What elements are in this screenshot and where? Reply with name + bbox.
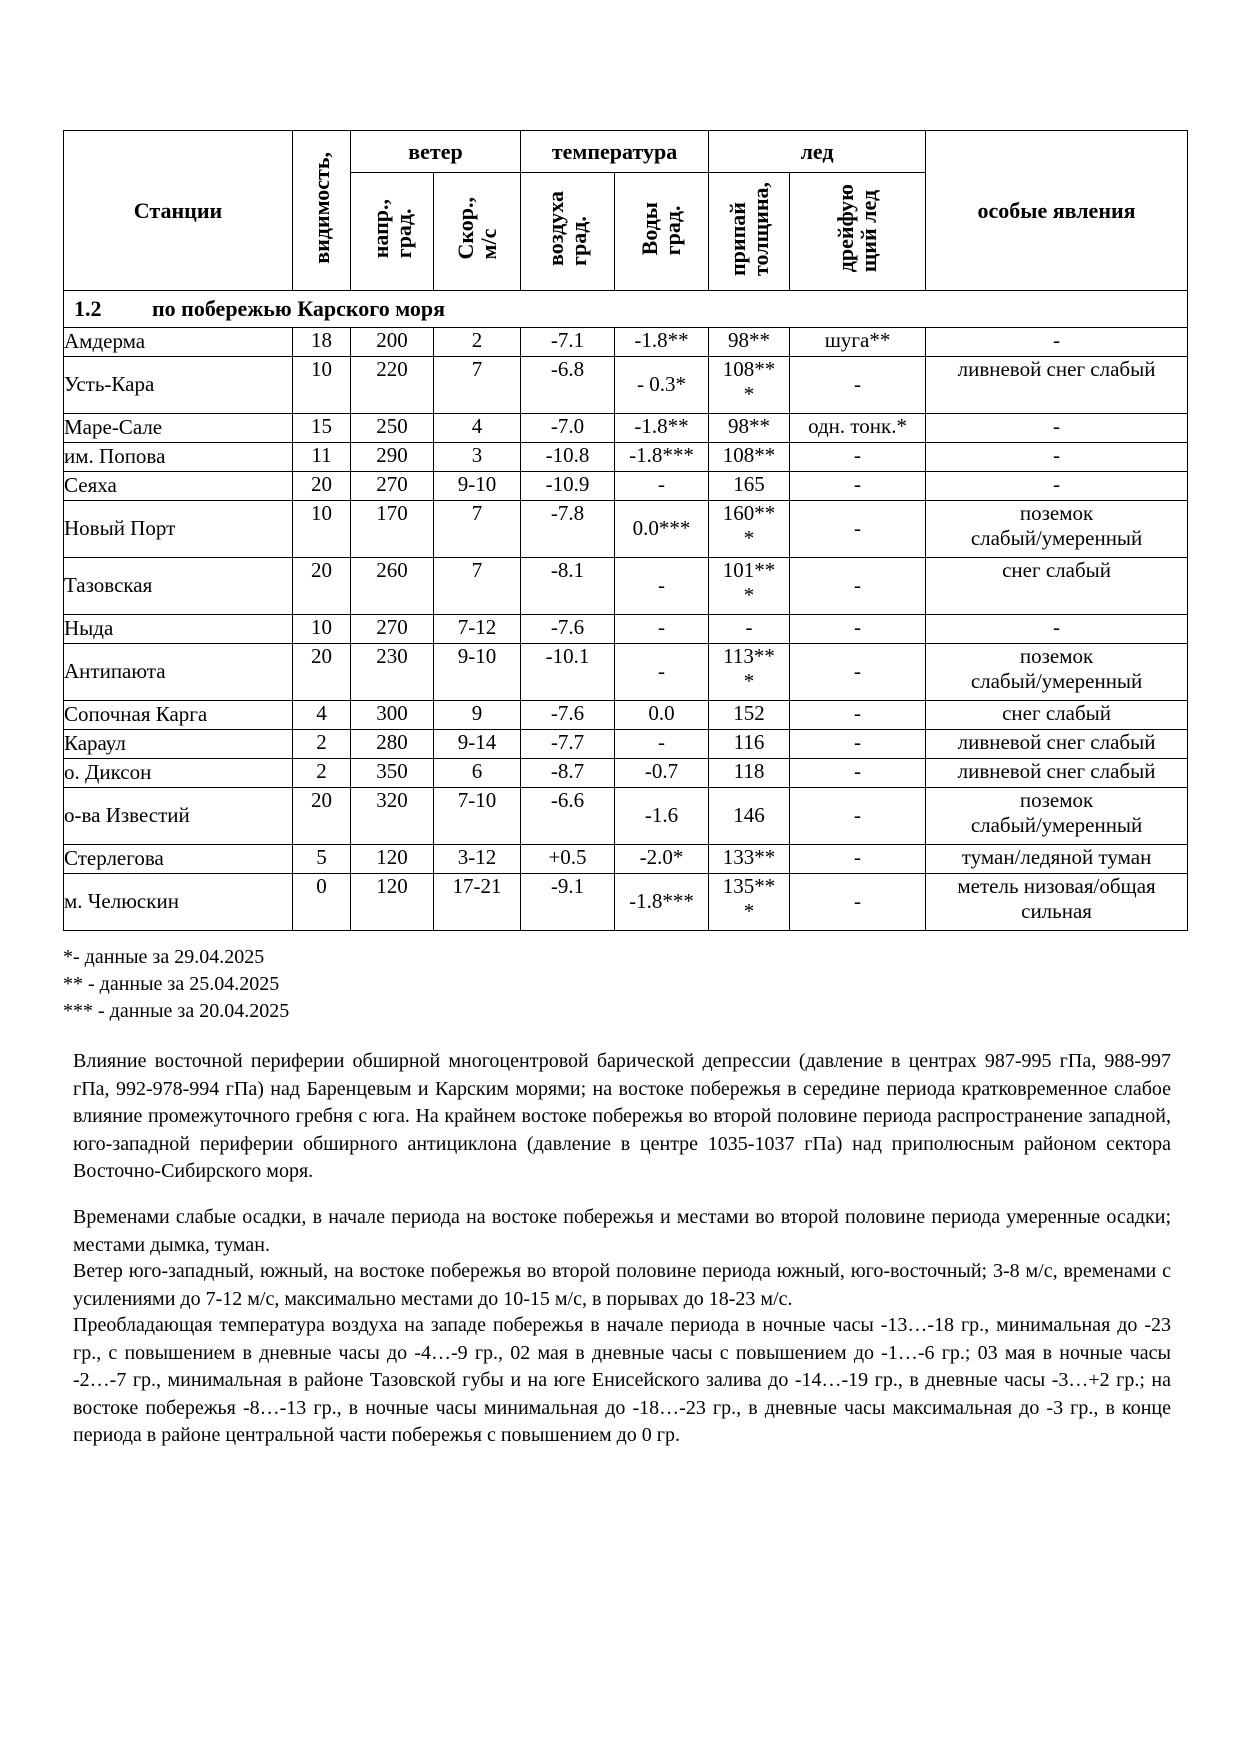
cell-temp-water: -1.8*** bbox=[615, 443, 709, 472]
cell-wind-speed: 9-10 bbox=[434, 472, 521, 501]
cell-temp-water: -0.7 bbox=[615, 759, 709, 788]
cell-ice-fast: 108** bbox=[709, 443, 790, 472]
cell-wind-speed: 2 bbox=[434, 328, 521, 357]
cell-phenomena: метель низовая/общая сильная bbox=[926, 874, 1188, 931]
cell-station: о. Диксон bbox=[64, 759, 293, 788]
cell-phenomena: поземок слабый/умеренный bbox=[926, 501, 1188, 558]
cell-phenomena: - bbox=[926, 615, 1188, 644]
cell-station: Караул bbox=[64, 730, 293, 759]
cell-ice-fast: 160** * bbox=[709, 501, 790, 558]
cell-wind-speed: 7 bbox=[434, 501, 521, 558]
cell-station: о-ва Известий bbox=[64, 788, 293, 845]
footnote: *- данные за 29.04.2025 bbox=[63, 946, 265, 968]
table-row bbox=[64, 414, 1188, 443]
cell-wind-dir: 170 bbox=[351, 501, 434, 558]
header-wind-speed bbox=[434, 173, 521, 291]
cell-station: Ныда bbox=[64, 615, 293, 644]
section-title: по побережью Карского моря bbox=[152, 296, 446, 321]
cell-visibility: 0 bbox=[293, 874, 351, 931]
cell-ice-fast: 135** * bbox=[709, 874, 790, 931]
header-ice: лед bbox=[709, 131, 926, 173]
cell-temp-air: +0.5 bbox=[521, 845, 615, 874]
cell-visibility: 10 bbox=[293, 501, 351, 558]
cell-phenomena: поземок слабый/умеренный bbox=[926, 788, 1188, 845]
header-ice-fast-label: припай толщина, bbox=[724, 181, 774, 276]
cell-ice-fast: 118 bbox=[709, 759, 790, 788]
cell-ice-fast: - bbox=[709, 615, 790, 644]
cell-wind-dir: 120 bbox=[351, 874, 434, 931]
cell-ice-fast: 113** * bbox=[709, 644, 790, 701]
table-row bbox=[64, 472, 1188, 501]
cell-visibility: 11 bbox=[293, 443, 351, 472]
cell-ice-drift: - bbox=[790, 357, 926, 414]
cell-station: Амдерма bbox=[64, 328, 293, 357]
cell-station: м. Челюскин bbox=[64, 874, 293, 931]
header-visibility bbox=[293, 131, 351, 291]
header-wind: ветер bbox=[351, 131, 521, 173]
cell-phenomena: - bbox=[926, 414, 1188, 443]
cell-wind-dir: 230 bbox=[351, 644, 434, 701]
paragraph-temperature: Преобладающая температура воздуха на западе побережья в начале периода в ночные часы -13…-18 гр., минимальная до -23 гр., с повышением в дневные часы до -4…-9 гр., 02 мая в дневные часы с повышением до -1…-6 гр.; 03 мая в ночные часы -2…-7 гр., минимальная в районе Тазовской губы и на юге Енисейского залива до -14…-19 гр., в дневные часы -3…+2 гр.; на востоке побережья -8…-13 гр., в ночные часы минимальная до -18…-23 гр., в дневные часы максимальная до -3 гр., в конце периода в районе центральной части побережья с повышением до 0 гр. bbox=[73, 1314, 1171, 1446]
cell-temp-air: -10.9 bbox=[521, 472, 615, 501]
cell-station: им. Попова bbox=[64, 443, 293, 472]
table-row bbox=[64, 443, 1188, 472]
section-number: 1.2 bbox=[74, 296, 102, 321]
cell-wind-speed: 7-12 bbox=[434, 615, 521, 644]
cell-wind-dir: 250 bbox=[351, 414, 434, 443]
header-temperature: температура bbox=[521, 131, 709, 173]
cell-ice-fast: 98** bbox=[709, 328, 790, 357]
cell-phenomena: снег слабый bbox=[926, 558, 1188, 615]
cell-wind-dir: 270 bbox=[351, 472, 434, 501]
header-ice-drift bbox=[790, 173, 926, 291]
cell-temp-water: 0.0 bbox=[615, 701, 709, 730]
footnotes bbox=[63, 944, 1173, 1025]
cell-ice-drift: - bbox=[790, 701, 926, 730]
cell-ice-fast: 146 bbox=[709, 788, 790, 845]
cell-station: Тазовская bbox=[64, 558, 293, 615]
cell-temp-water: -1.8*** bbox=[615, 874, 709, 931]
cell-wind-speed: 7 bbox=[434, 357, 521, 414]
cell-ice-drift: - bbox=[790, 472, 926, 501]
cell-ice-drift: - bbox=[790, 759, 926, 788]
cell-temp-water: - bbox=[615, 558, 709, 615]
table-row bbox=[64, 788, 1188, 845]
cell-temp-water: 0.0*** bbox=[615, 501, 709, 558]
cell-ice-drift: - bbox=[790, 845, 926, 874]
cell-ice-fast: 108** * bbox=[709, 357, 790, 414]
cell-ice-drift: - bbox=[790, 501, 926, 558]
cell-visibility: 15 bbox=[293, 414, 351, 443]
cell-temp-water: - 0.3* bbox=[615, 357, 709, 414]
cell-visibility: 18 bbox=[293, 328, 351, 357]
header-wind-dir-label: напр., град. bbox=[367, 198, 416, 259]
header-station: Станции bbox=[64, 131, 293, 291]
table-row bbox=[64, 644, 1188, 701]
cell-visibility: 20 bbox=[293, 788, 351, 845]
cell-visibility: 4 bbox=[293, 701, 351, 730]
cell-station: Новый Порт bbox=[64, 501, 293, 558]
cell-temp-air: -9.1 bbox=[521, 874, 615, 931]
cell-temp-air: -7.6 bbox=[521, 701, 615, 730]
header-temp-air bbox=[521, 173, 615, 291]
cell-temp-air: -7.1 bbox=[521, 328, 615, 357]
cell-phenomena: - bbox=[926, 443, 1188, 472]
cell-wind-speed: 3-12 bbox=[434, 845, 521, 874]
cell-temp-air: -6.8 bbox=[521, 357, 615, 414]
cell-wind-speed: 4 bbox=[434, 414, 521, 443]
cell-station: Сопочная Карга bbox=[64, 701, 293, 730]
cell-ice-fast: 98** bbox=[709, 414, 790, 443]
cell-ice-fast: 133** bbox=[709, 845, 790, 874]
table-row bbox=[64, 501, 1188, 558]
cell-ice-fast: 165 bbox=[709, 472, 790, 501]
cell-temp-air: -7.8 bbox=[521, 501, 615, 558]
cell-temp-water: -1.8** bbox=[615, 328, 709, 357]
header-temp-water bbox=[615, 173, 709, 291]
cell-wind-speed: 6 bbox=[434, 759, 521, 788]
cell-temp-water: - bbox=[615, 644, 709, 701]
cell-ice-fast: 101** * bbox=[709, 558, 790, 615]
cell-ice-fast: 152 bbox=[709, 701, 790, 730]
cell-wind-dir: 320 bbox=[351, 788, 434, 845]
cell-ice-drift: - bbox=[790, 874, 926, 931]
cell-wind-dir: 270 bbox=[351, 615, 434, 644]
header-temp-water-label: Воды град. bbox=[637, 201, 686, 256]
cell-wind-dir: 200 bbox=[351, 328, 434, 357]
cell-wind-speed: 7 bbox=[434, 558, 521, 615]
header-ice-fast bbox=[709, 173, 790, 291]
cell-visibility: 10 bbox=[293, 615, 351, 644]
header-temp-air-label: воздуха град. bbox=[543, 190, 592, 266]
cell-wind-speed: 7-10 bbox=[434, 788, 521, 845]
cell-temp-air: -10.8 bbox=[521, 443, 615, 472]
cell-temp-air: -8.1 bbox=[521, 558, 615, 615]
cell-visibility: 2 bbox=[293, 759, 351, 788]
cell-wind-speed: 3 bbox=[434, 443, 521, 472]
footnote: *** - данные за 20.04.2025 bbox=[63, 1000, 290, 1022]
cell-temp-air: -7.0 bbox=[521, 414, 615, 443]
cell-visibility: 20 bbox=[293, 472, 351, 501]
cell-ice-fast: 116 bbox=[709, 730, 790, 759]
header-wind-speed-label: Скор., м/с bbox=[452, 197, 501, 260]
header-visibility-label: видимость, bbox=[308, 151, 334, 264]
cell-temp-water: -1.6 bbox=[615, 788, 709, 845]
cell-ice-drift: - bbox=[790, 644, 926, 701]
footnote: ** - данные за 25.04.2025 bbox=[63, 973, 280, 995]
weather-table bbox=[63, 130, 1188, 931]
cell-temp-water: -2.0* bbox=[615, 845, 709, 874]
cell-wind-dir: 290 bbox=[351, 443, 434, 472]
paragraph-wind: Ветер юго-западный, южный, на востоке побережья во второй половине периода южный, юго-восточный; 3-8 м/с, временами с усилениями до 7-12 м/с, максимально местами до 10-15 м/с, в порывах до 18-23 м/с. bbox=[73, 1260, 1171, 1310]
cell-wind-dir: 120 bbox=[351, 845, 434, 874]
cell-station: Стерлегова bbox=[64, 845, 293, 874]
cell-temp-air: -10.1 bbox=[521, 644, 615, 701]
table-row bbox=[64, 759, 1188, 788]
cell-visibility: 20 bbox=[293, 558, 351, 615]
cell-ice-drift: - bbox=[790, 730, 926, 759]
paragraph-synoptic: Влияние восточной периферии обширной многоцентровой барической депрессии (давление в центрах 987-995 гПа, 988-997 гПа, 992-978-994 гПа) над Баренцевым и Карским морями; на востоке побережья в середине периода кратковременное слабое влияние промежуточного гребня с юга. На крайнем востоке побережья во второй половине периода распространение западной, юго-западной периферии обширного антициклона (давление в центре 1035-1037 гПа) над приполюсным районом сектора Восточно-Сибирского моря. bbox=[73, 1050, 1171, 1182]
table-row bbox=[64, 558, 1188, 615]
table-row bbox=[64, 328, 1188, 357]
table-row bbox=[64, 874, 1188, 931]
cell-temp-air: -7.7 bbox=[521, 730, 615, 759]
table-row bbox=[64, 615, 1188, 644]
table-row bbox=[64, 357, 1188, 414]
cell-visibility: 10 bbox=[293, 357, 351, 414]
cell-visibility: 5 bbox=[293, 845, 351, 874]
cell-visibility: 2 bbox=[293, 730, 351, 759]
paragraph-precipitation: Временами слабые осадки, в начале периода на востоке побережья и местами во второй половине периода умеренные осадки; местами дымка, туман. bbox=[73, 1206, 1171, 1256]
cell-station: Усть-Кара bbox=[64, 357, 293, 414]
cell-ice-drift: - bbox=[790, 443, 926, 472]
cell-station: Сеяха bbox=[64, 472, 293, 501]
cell-ice-drift: одн. тонк.* bbox=[790, 414, 926, 443]
cell-phenomena: снег слабый bbox=[926, 701, 1188, 730]
cell-temp-water: - bbox=[615, 730, 709, 759]
cell-visibility: 20 bbox=[293, 644, 351, 701]
table-row bbox=[64, 701, 1188, 730]
cell-phenomena: ливневой снег слабый bbox=[926, 730, 1188, 759]
cell-temp-air: -6.6 bbox=[521, 788, 615, 845]
section-row bbox=[64, 291, 1188, 328]
cell-phenomena: ливневой снег слабый bbox=[926, 759, 1188, 788]
cell-temp-air: -8.7 bbox=[521, 759, 615, 788]
cell-ice-drift: шуга** bbox=[790, 328, 926, 357]
cell-phenomena: - bbox=[926, 472, 1188, 501]
cell-temp-water: - bbox=[615, 615, 709, 644]
cell-wind-dir: 350 bbox=[351, 759, 434, 788]
cell-station: Маре-Сале bbox=[64, 414, 293, 443]
table-row bbox=[64, 730, 1188, 759]
cell-temp-water: - bbox=[615, 472, 709, 501]
header-ice-drift-label: дрейфую щий лед bbox=[833, 184, 882, 273]
cell-temp-water: -1.8** bbox=[615, 414, 709, 443]
cell-station: Антипаюта bbox=[64, 644, 293, 701]
cell-wind-speed: 17-21 bbox=[434, 874, 521, 931]
cell-phenomena: туман/ледяной туман bbox=[926, 845, 1188, 874]
cell-wind-speed: 9 bbox=[434, 701, 521, 730]
cell-wind-dir: 260 bbox=[351, 558, 434, 615]
cell-wind-dir: 280 bbox=[351, 730, 434, 759]
header-wind-dir bbox=[351, 173, 434, 291]
cell-ice-drift: - bbox=[790, 615, 926, 644]
cell-wind-speed: 9-10 bbox=[434, 644, 521, 701]
header-phenomena: особые явления bbox=[926, 131, 1188, 291]
cell-phenomena: - bbox=[926, 328, 1188, 357]
table-row bbox=[64, 845, 1188, 874]
cell-temp-air: -7.6 bbox=[521, 615, 615, 644]
cell-phenomena: ливневой снег слабый bbox=[926, 357, 1188, 414]
cell-phenomena: поземок слабый/умеренный bbox=[926, 644, 1188, 701]
cell-ice-drift: - bbox=[790, 788, 926, 845]
cell-wind-dir: 220 bbox=[351, 357, 434, 414]
cell-wind-dir: 300 bbox=[351, 701, 434, 730]
cell-wind-speed: 9-14 bbox=[434, 730, 521, 759]
cell-ice-drift: - bbox=[790, 558, 926, 615]
